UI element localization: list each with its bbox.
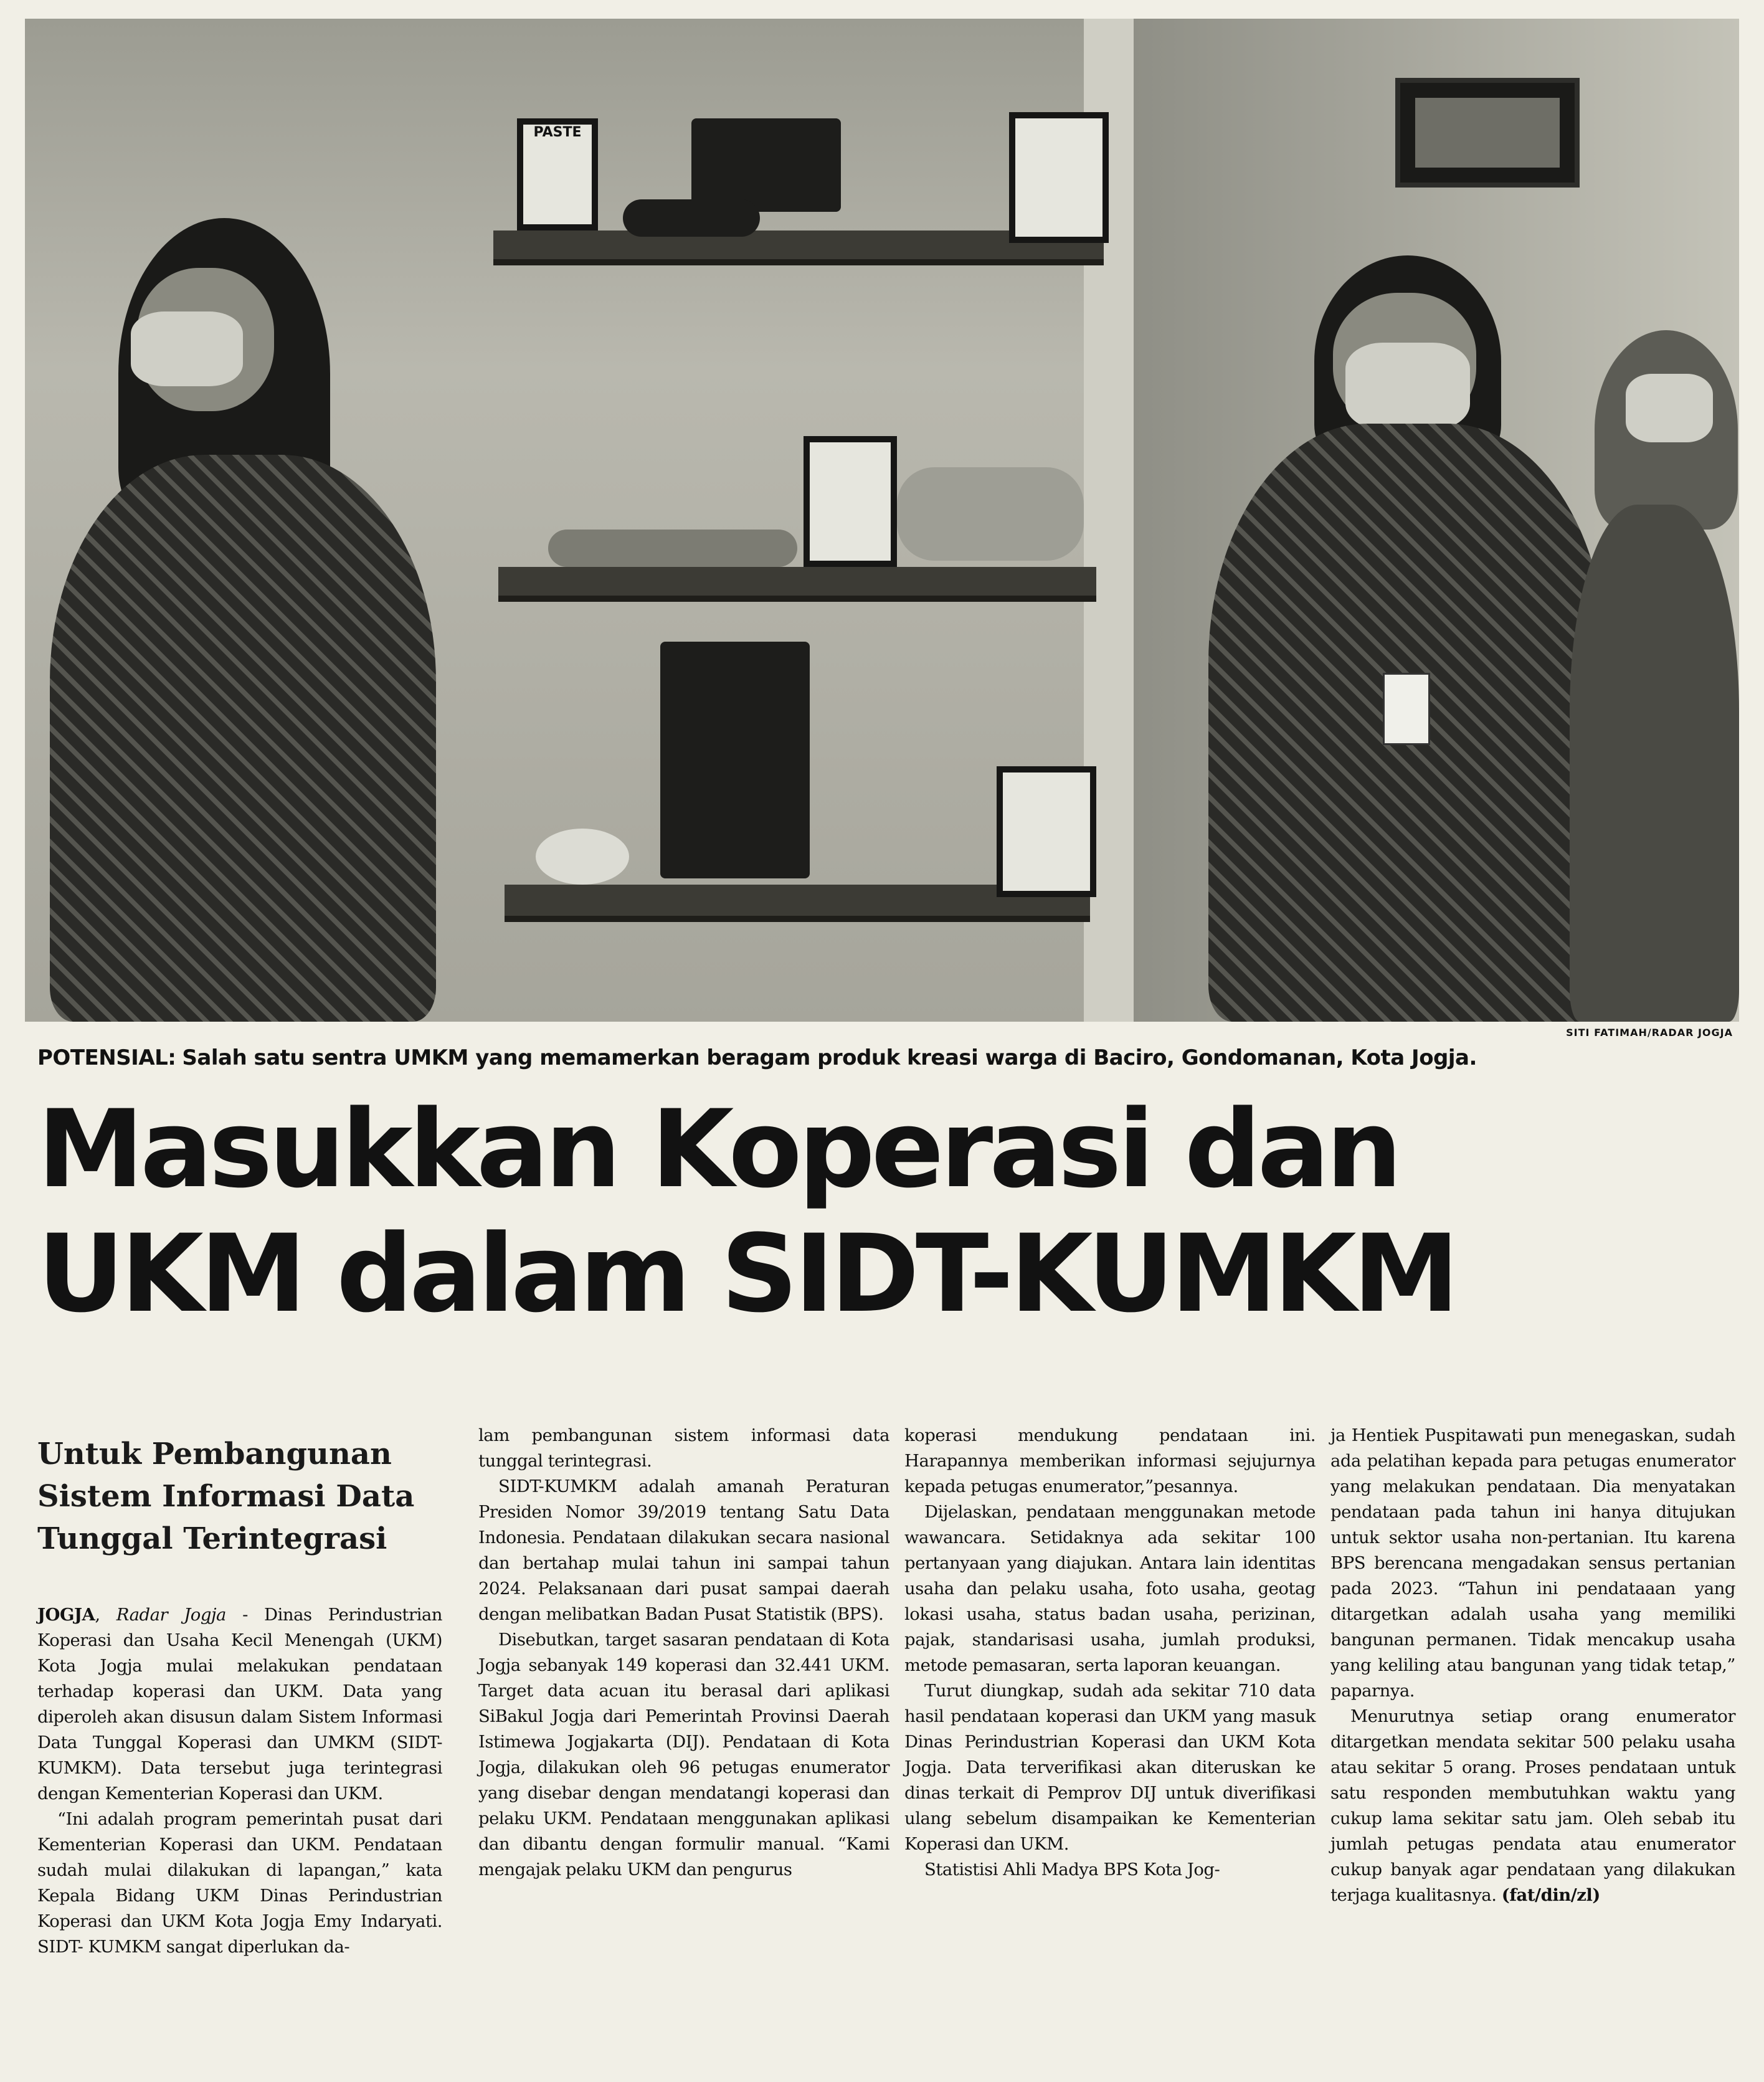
- person-right-mask: [1345, 343, 1470, 430]
- display-card-text: PASTE: [533, 125, 582, 140]
- product-items: [623, 199, 760, 237]
- author-signoff: (fat/din/zl): [1501, 1885, 1600, 1905]
- person-far-right-dress: [1570, 505, 1739, 1022]
- caption-label: POTENSIAL:: [37, 1045, 176, 1070]
- article-column-1: [37, 1602, 442, 1960]
- publication-name: Radar Jogja: [116, 1605, 226, 1625]
- qr-stand-top: [1009, 112, 1109, 243]
- paragraph: JOGJA, Radar Jogja - Dinas Perindustrian Koperasi dan Usaha Kecil Menengah (UKM) Kota Jogja mulai melakukan pendataan terhadap koperasi dan UKM. Data yang diperoleh akan disusun dalam Sistem Informasi Data Tunggal Koperasi dan UMKM (SIDT-KUMKM). Data tersebut juga terintegrasi dengan Kementerian Koperasi dan UKM.: [37, 1605, 442, 1804]
- headline: [37, 1087, 1744, 1336]
- person-left-dress: [50, 455, 436, 1022]
- person-far-right-mask: [1626, 374, 1713, 442]
- headline-line-1: Masukkan Koperasi dan: [37, 1086, 1399, 1212]
- paragraph: SIDT-KUMKM adalah amanah Peraturan Presiden Nomor 39/2019 tentang Satu Data Indonesia. Pendataan dilakukan secara nasional dan bertahap mulai tahun ini sampai tahun 2024. Pelaksanaan dari pusat sampai daerah dengan melibatkan Badan Pusat Statistik (BPS).: [478, 1476, 889, 1624]
- paragraph: Statistisi Ahli Madya BPS Kota Jog-: [924, 1860, 1220, 1880]
- photo-credit: SITI FATIMAH/RADAR JOGJA: [1566, 1027, 1733, 1039]
- article-column-3: [904, 1423, 1316, 1883]
- product-box: [691, 118, 841, 212]
- photo-caption: [37, 1045, 1719, 1070]
- headline-line-2: UKM dalam SIDT-KUMKM: [37, 1211, 1456, 1336]
- article-column-2: [478, 1423, 889, 1883]
- shelf-middle: [498, 567, 1096, 602]
- caption-text: Salah satu sentra UMKM yang memamerkan beragam produk kreasi warga di Baciro, Gondomanan, Kota Jogja.: [182, 1045, 1477, 1070]
- qr-stand-middle: [804, 436, 897, 567]
- wall-frame-image: [1415, 98, 1560, 168]
- paragraph: Turut diungkap, sudah ada sekitar 710 data hasil pendataan koperasi dan UKM yang masuk Dinas Perindustrian Koperasi dan UKM Kota Jogja. Data terverifikasi akan diteruskan ke dinas terkait di Pemprov DIJ untuk diverifikasi ulang sebelum disampaikan ke Kementerian Koperasi dan UKM.: [904, 1681, 1316, 1854]
- product-plates: [548, 530, 797, 567]
- paragraph: lam pembangunan sistem informasi data tunggal terintegrasi.: [478, 1425, 889, 1471]
- dateline: JOGJA: [37, 1605, 95, 1625]
- paragraph: Disebutkan, target sasaran pendataan di Kota Jogja sebanyak 149 koperasi dan 32.441 UKM. Target data acuan itu berasal dari aplikasi SiBakul Jogja dari Pemerintah Provinsi Daerah Istimewa Jogjakarta (DIJ). Pendataan di Kota Jogja, dilakukan oleh 96 petugas enumerator yang disebar dengan mendatangi koperasi dan pelaku UKM. Pendataan menggunakan aplikasi dan dibantu dengan formulir manual. “Kami mengajak pelaku UKM dan pengurus: [478, 1630, 889, 1880]
- paragraph-text: - Dinas Perindustrian Koperasi dan Usaha Kecil Menengah (UKM) Kota Jogja mulai melakukan pendataan terhadap koperasi dan UKM. Data yang diperoleh akan disusun dalam Sistem Informasi Data Tunggal Koperasi dan UMKM (SIDT-KUMKM). Data tersebut juga terintegrasi dengan Kementerian Koperasi dan UKM.: [37, 1605, 442, 1804]
- article-column-4: [1330, 1423, 1735, 1908]
- paragraph: “Ini adalah program pemerintah pusat dari Kementerian Koperasi dan UKM. Pendataan sudah mulai dilakukan di lapangan,” kata Kepala Bidang UKM Dinas Perindustrian Koperasi dan UKM Kota Jogja Emy Indaryati. SIDT- KUMKM sangat diperlukan da-: [37, 1809, 442, 1957]
- subheadline: Untuk Pembangunan Sistem Informasi Data Tunggal Terintegrasi: [37, 1437, 415, 1556]
- news-photo: [25, 19, 1739, 1022]
- paragraph: [1330, 1704, 1735, 1908]
- paragraph: koperasi mendukung pendataan ini. Harapannya memberikan informasi sejujurnya kepada petugas enumerator,”pesannya.: [904, 1425, 1316, 1496]
- paragraph: Dijelaskan, pendataan menggunakan metode wawancara. Setidaknya ada sekitar 100 pertanyaan yang diajukan. Antara lain identitas usaha dan pelaku usaha, foto usaha, geotag lokasi usaha, status badan usaha, perizinan, pajak, standarisasi usaha, jumlah produksi, metode pemasaran, serta laporan keuangan.: [904, 1502, 1316, 1675]
- display-card: [517, 118, 598, 231]
- product-bag: [660, 642, 810, 878]
- id-card: [1383, 673, 1430, 745]
- person-left-mask: [131, 311, 243, 386]
- product-jars: [897, 467, 1084, 561]
- qr-stand-bottom: [997, 766, 1096, 897]
- wall-frame: [1395, 78, 1580, 188]
- product-decor: [536, 829, 629, 885]
- paragraph-text: Menurutnya setiap orang enumerator ditargetkan mendata sekitar 500 pelaku usaha atau sekitar 5 orang. Proses pendataan untuk satu responden membutuhkan waktu yang cukup lama sekitar satu jam. Oleh sebab itu jumlah petugas pendata atau enumerator cukup banyak agar pendataan yang dilakukan terjaga kualitasnya.: [1330, 1706, 1735, 1905]
- paragraph: ja Hentiek Puspitawati pun menegaskan, sudah ada pelatihan kepada para petugas enumerator yang melakukan pendataan. Dia menyatakan pendataan pada tahun ini hanya ditujukan untuk sektor usaha non-pertanian. Itu karena BPS berencana mengadakan sensus pertanian pada 2023. “Tahun ini pendataaan yang ditargetkan adalah usaha yang memiliki bangunan permanen. Tidak mencakup usaha yang keliling atau bangunan yang tidak tetap,” paparnya.: [1330, 1425, 1735, 1701]
